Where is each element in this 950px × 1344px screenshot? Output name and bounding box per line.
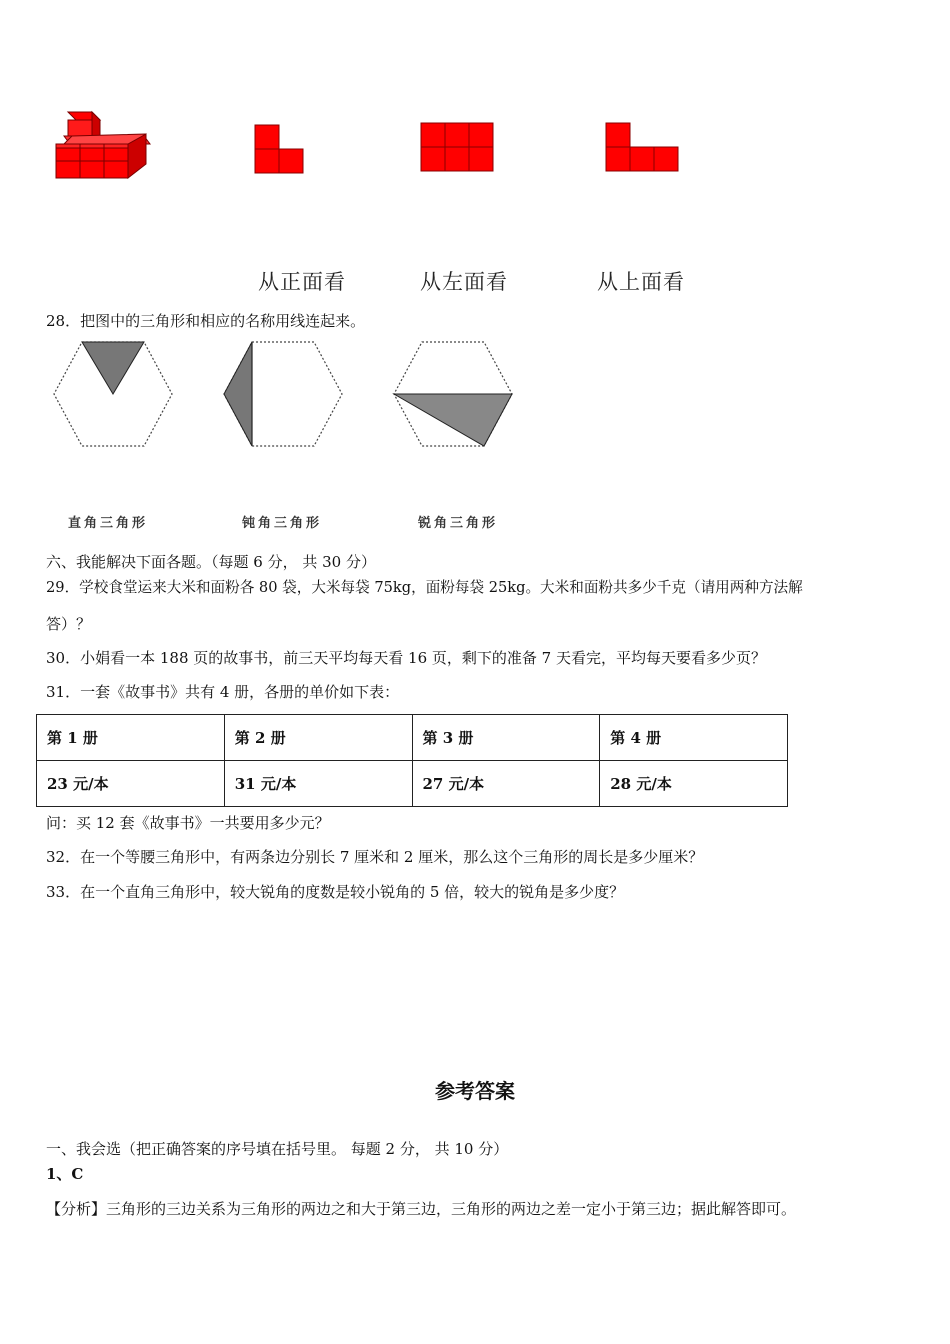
table-cell: 第 4 册 bbox=[600, 715, 788, 761]
answer-1-analysis: 【分析】三角形的三边关系为三角形的两边之和大于第三边，三角形的两边之差一定小于第三边；据此解答即可。 bbox=[46, 1200, 797, 1218]
top-view-figure bbox=[605, 122, 681, 174]
table-cell: 23 元/本 bbox=[37, 761, 225, 807]
table-cell: 28 元/本 bbox=[600, 761, 788, 807]
hexagon-right-triangle-figure bbox=[220, 338, 346, 448]
table-cell: 27 元/本 bbox=[412, 761, 600, 807]
answers-title: 参考答案 bbox=[435, 1079, 515, 1103]
front-view-figure bbox=[254, 124, 306, 176]
table-header-row bbox=[37, 715, 788, 761]
question-31: 31．一套《故事书》共有 4 册，各册的单价如下表： bbox=[46, 683, 400, 701]
front-view-label: 从正面看 bbox=[258, 270, 346, 294]
question-33: 33．在一个直角三角形中，较大锐角的度数是较小锐角的 5 倍，较大的锐角是多少度？ bbox=[46, 883, 625, 901]
hexagon-obtuse-triangle-figure bbox=[390, 338, 516, 448]
left-view-label: 从左面看 bbox=[420, 270, 508, 294]
cube-stack-3d-figure bbox=[50, 108, 154, 184]
question-29-line2: 答）？ bbox=[46, 615, 92, 633]
question-31-ask: 问：买 12 套《故事书》一共要用多少元？ bbox=[46, 814, 330, 832]
question-28: 28．把图中的三角形和相应的名称用线连起来。 bbox=[46, 312, 366, 330]
price-table bbox=[36, 714, 788, 807]
top-view-label: 从上面看 bbox=[597, 270, 685, 294]
label-acute-triangle: 锐角三角形 bbox=[418, 516, 499, 531]
left-view-figure bbox=[420, 122, 496, 174]
answer-1: 1、C bbox=[46, 1165, 84, 1183]
table-cell: 第 2 册 bbox=[224, 715, 412, 761]
table-cell: 第 3 册 bbox=[412, 715, 600, 761]
question-29-line1: 29．学校食堂运来大米和面粉各 80 袋，大米每袋 75kg，面粉每袋 25kg。大米和面粉共多少千克（请用两种方法解 bbox=[46, 579, 803, 596]
answers-section-1: 一、我会选（把正确答案的序号填在括号里。 每题 2 分， 共 10 分） bbox=[46, 1140, 509, 1158]
question-32: 32．在一个等腰三角形中，有两条边分别长 7 厘米和 2 厘米，那么这个三角形的周长是多少厘米？ bbox=[46, 848, 704, 866]
table-row bbox=[37, 761, 788, 807]
question-30: 30．小娟看一本 188 页的故事书，前三天平均每天看 16 页，剩下的准备 7 天看完，平均每天要看多少页？ bbox=[46, 649, 766, 667]
label-obtuse-triangle: 钝角三角形 bbox=[242, 516, 323, 531]
section-6-title: 六、我能解决下面各题。（每题 6 分， 共 30 分） bbox=[46, 553, 376, 571]
hexagon-acute-triangle-figure bbox=[50, 338, 176, 448]
label-right-triangle: 直角三角形 bbox=[68, 516, 149, 531]
table-cell: 31 元/本 bbox=[224, 761, 412, 807]
table-cell: 第 1 册 bbox=[37, 715, 225, 761]
